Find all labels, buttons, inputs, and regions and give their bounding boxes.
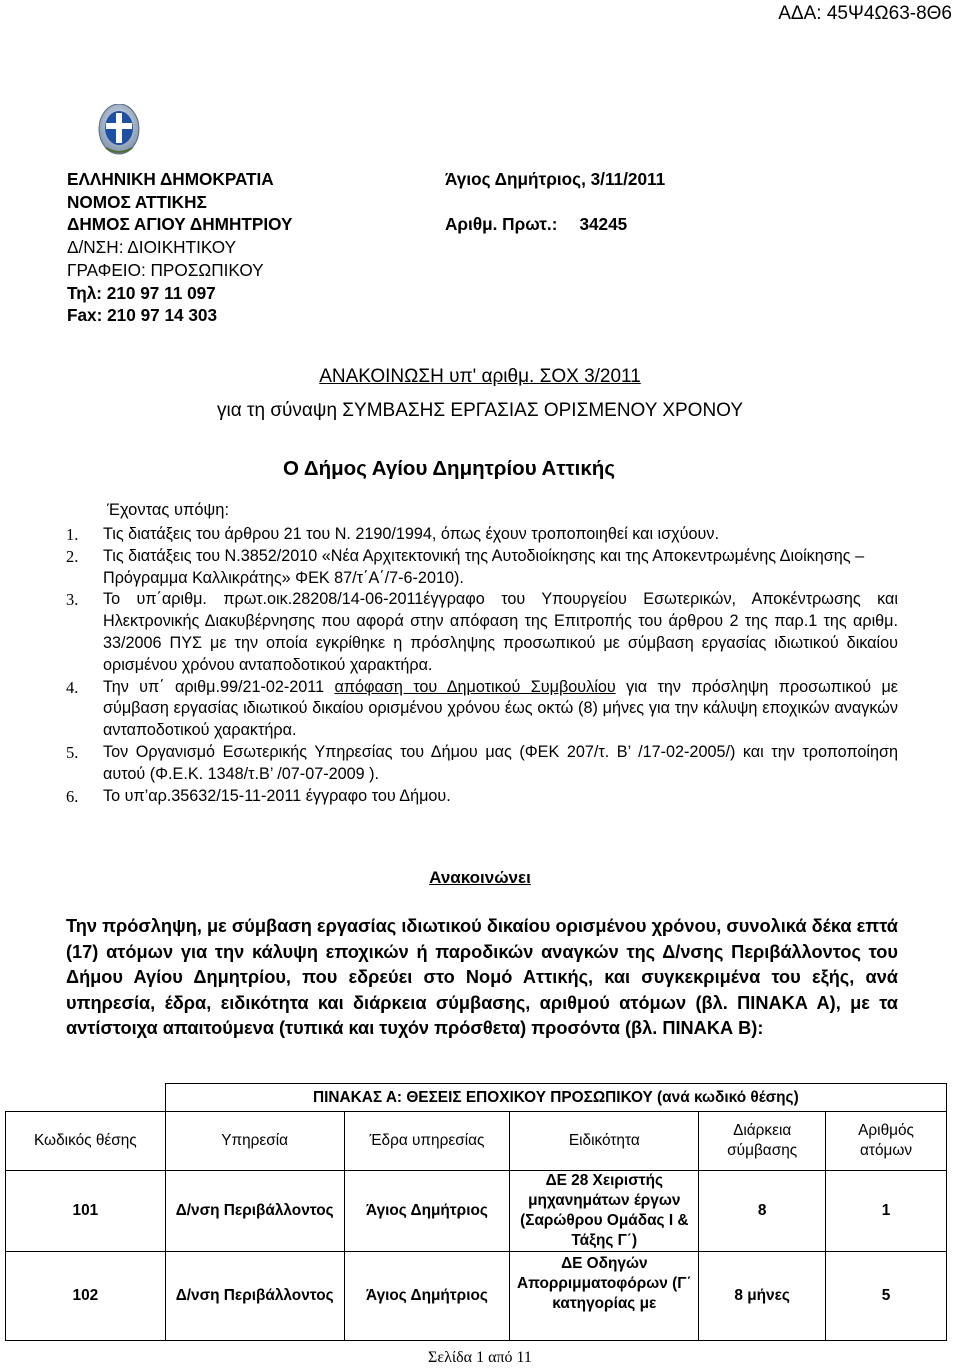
date-protocol-block — [445, 168, 665, 236]
having-regard-heading: Έχοντας υπόψη: — [107, 501, 230, 519]
council-decision-link: απόφαση του Δημοτικού Συμβουλίου — [334, 677, 616, 696]
table-corner — [6, 1084, 166, 1112]
main-paragraph: Την πρόσληψη, με σύμβαση εργασίας ιδιωτικού δικαίου ορισμένου χρόνου, συνολικά δέκα επτά (17) ατόμων για την κάλυψη εποχικών ή παροδικών αναγκών της Δ/νσης Περιβάλλοντος του Δήμου Αγίου Δημητρίου, που εδρεύει στο Νομό Αττικής, και συγκεκριμένα του εξής, ανά υπηρεσία, έδρα, ειδικότητα και διάρκεια σύμβασης, αριθμού ατόμων (βλ. ΠΙΝΑΚΑ Α), με τα αντίστοιχα απαιτούμενα (τυπικά και τυχόν πρόσθετα) προσόντα (βλ. ΠΙΝΑΚΑ Β): — [66, 916, 898, 1039]
list-item: 4. Την υπ΄ αριθμ.99/21-02-2011 απόφαση του Δημοτικού Συμβουλίου για την πρόσληψη προσωπικού με σύμβαση εργασίας ιδιωτικού δικαίου ορισμένου χρόνου έως οκτώ (8) μήνες για την κάλυψη εποχικών αναγκών ανταποδοτικού χαρακτήρα. — [66, 677, 899, 740]
organization-name: Ο Δήμος Αγίου Δημητρίου Αττικής — [283, 457, 615, 480]
list-item: 5. Τον Οργανισμό Εσωτερικής Υπηρεσίας του Δήμου μας (ΦΕΚ 207/τ. Β’ /17-02-2005/) και την τροποποίηση αυτού (Φ.Ε.Κ. 1348/τ.Β’ /07-07-2009 ). — [66, 742, 898, 783]
ada-code: ΑΔΑ: 45Ψ4Ω63-8Θ6 — [778, 3, 952, 24]
cell-duration: 8 μήνες — [699, 1252, 826, 1341]
header-seat: Έδρα υπηρεσίας — [344, 1112, 510, 1171]
page-number: Σελίδα 1 από 11 — [428, 1349, 532, 1366]
header-line-fax: Fax: 210 97 14 303 — [67, 305, 218, 326]
cell-seat: Άγιος Δημήτριος — [344, 1171, 510, 1252]
header-line-phone: Τηλ: 210 97 11 097 — [67, 282, 216, 303]
header-line-municipality: ΔΗΜΟΣ ΑΓΙΟΥ ΔΗΜΗΤΡΙΟΥ — [67, 214, 293, 235]
header-service: Υπηρεσία — [165, 1112, 344, 1171]
announcement-title: ΑΝΑΚΟΙΝΩΣΗ υπ' αριθμ. ΣΟΧ 3/2011 — [319, 366, 641, 387]
place-date: Άγιος Δημήτριος, 3/11/2011 — [445, 169, 666, 189]
cell-count: 1 — [826, 1171, 947, 1252]
list-item: 2. Τις διατάξεις του Ν.3852/2010 «Νέα Αρχιτεκτονική της Αυτοδιοίκησης και της Αποκεντρωμένης Διοίκησης –Πρόγραμμα Καλλικράτης» ΦΕΚ 87/τ΄Α΄/7-6-2010). — [66, 546, 865, 587]
announces-heading: Ανακοινώνει — [429, 868, 531, 887]
list-item: 6. Το υπ’αρ.35632/15-11-2011 έγγραφο του Δήμου. — [66, 786, 451, 806]
table-row — [6, 1252, 947, 1341]
header-code: Κωδικός θέσης — [6, 1112, 166, 1171]
cell-seat: Άγιος Δημήτριος — [344, 1252, 510, 1341]
announcement-subtitle: για τη σύναψη ΣΥΜΒΑΣΗΣ ΕΡΓΑΣΙΑΣ ΟΡΙΣΜΕΝΟΥ ΧΡΟΝΟΥ — [216, 400, 744, 421]
positions-table — [5, 1083, 947, 1341]
header-specialty: Ειδικότητα — [510, 1112, 699, 1171]
table-row — [6, 1171, 947, 1252]
cell-service: Δ/νση Περιβάλλοντος — [165, 1252, 344, 1341]
cell-count: 5 — [826, 1252, 947, 1341]
cell-specialty: ΔΕ Οδηγών Απορριμματοφόρων (Γ΄ κατηγορίας με — [510, 1252, 699, 1341]
protocol-label: Αριθμ. Πρωτ.: — [445, 214, 558, 235]
cell-code: 102 — [6, 1252, 166, 1341]
protocol-number: 34245 — [579, 214, 628, 235]
header-line-office: ΓΡΑΦΕΙΟ: ΠΡΟΣΩΠΙΚΟΥ — [67, 259, 264, 280]
header-line-republic: ΕΛΛΗΝΙΚΗ ΔΗΜΟΚΡΑΤΙΑ — [67, 169, 274, 189]
cell-specialty: ΔΕ 28 Χειριστής μηχανημάτων έργων (Σαρώθρου Ομάδας Ι & Τάξης Γ΄) — [510, 1171, 699, 1252]
greek-coat-of-arms-icon — [98, 104, 140, 161]
sender-block — [67, 168, 293, 327]
list-item: 3. Το υπ΄αριθμ. πρωτ.οικ.28208/14-06-2011έγγραφο του Υπουργείου Εσωτερικών, Αποκέντρωσης και Ηλεκτρονικής Διακυβέρνησης που αφορά στην απόφαση της Επιτροπής του άρθρου 2 της παρ.1 της αριθμ. 33/2006 ΠΥΣ με την οποία εγκρίθηκε η πρόσληψης προσωπικού με σύμβαση εργασίας ιδιωτικού δικαίου ορισμένου χρόνου ανταποδοτικού χαρακτήρα. — [66, 590, 898, 674]
cell-duration: 8 — [699, 1171, 826, 1252]
header-count: Αριθμός ατόμων — [826, 1112, 947, 1171]
table-caption: ΠΙΝΑΚΑΣ Α: ΘΕΣΕΙΣ ΕΠΟΧΙΚΟΥ ΠΡΟΣΩΠΙΚΟΥ (ανά κωδικό θέσης) — [165, 1084, 946, 1112]
cell-code: 101 — [6, 1171, 166, 1252]
cell-service: Δ/νση Περιβάλλοντος — [165, 1171, 344, 1252]
header-line-prefecture: ΝΟΜΟΣ ΑΤΤΙΚΗΣ — [67, 191, 207, 212]
list-item: 1. Τις διατάξεις του άρθρου 21 του Ν. 2190/1994, όπως έχουν τροποποιηθεί και ισχύουν. — [66, 525, 719, 544]
header-duration: Διάρκεια σύμβασης — [699, 1112, 826, 1171]
header-line-directorate: Δ/ΝΣΗ: ΔΙΟΙΚΗΤΙΚΟΥ — [67, 237, 237, 258]
considerations-list — [66, 524, 898, 807]
